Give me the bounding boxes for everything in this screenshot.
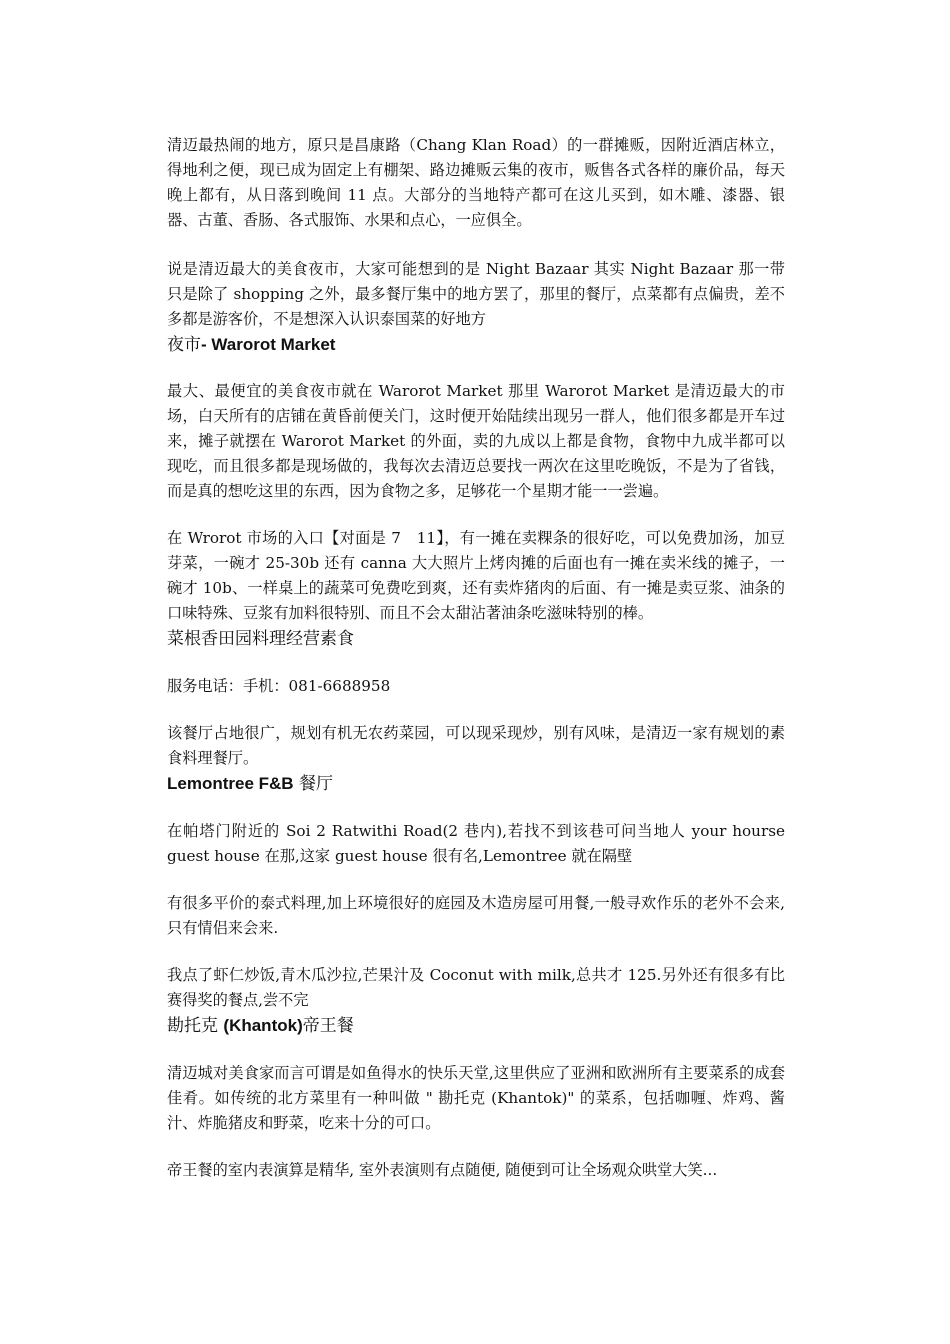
heading-warorot-market bbox=[167, 332, 785, 358]
heading-bold: (Khantok) bbox=[223, 1016, 303, 1035]
heading-lemontree bbox=[167, 771, 785, 797]
heading-prefix: 勘托克 bbox=[167, 1016, 224, 1036]
paragraph-lemontree-location: 在帕塔门附近的 Soi 2 Ratwithi Road(2 巷内),若找不到该巷可问当地人 your hourse guest house 在那,这家 guest house 很有名,Lemontree 就在隔壁 bbox=[167, 822, 785, 865]
paragraph-lemontree-order: 我点了虾仁炒饭,青木瓜沙拉,芒果汁及 Coconut with milk,总共才 125.另外还有很多有比赛得奖的餐点,尝不完 bbox=[167, 966, 785, 1009]
paragraph-night-market-intro: 清迈最热闹的地方，原只是昌康路（Chang Klan Road）的一群摊贩，因附近酒店林立，得地利之便，现已成为固定上有棚架、路边摊贩云集的夜市，贩售各式各样的廉价品，每天晚上都有，从日落到晚间 11 点。大部分的当地特产都可在这儿买到，如木雕、漆器、银器、古董、香肠、各式服饰、水果和点心，一应俱全。 bbox=[167, 136, 785, 229]
heading-khantok bbox=[167, 1013, 785, 1039]
document-body bbox=[167, 133, 785, 1183]
heading-bold: - Warorot Market bbox=[201, 335, 336, 354]
heading-suffix: 帝王餐 bbox=[302, 1016, 354, 1036]
paragraph-lemontree-food: 有很多平价的泰式料理,加上环境很好的庭园及木造房屋可用餐,一般寻欢作乐的老外不会来,只有情侣来会来. bbox=[167, 894, 785, 937]
heading-bold: Lemontree F&B bbox=[167, 774, 294, 793]
paragraph-khantok-show: 帝王餐的室内表演算是精华, 室外表演则有点随便, 随便到可让全场观众哄堂大笑... bbox=[167, 1161, 718, 1179]
paragraph-phone: 服务电话：手机：081-6688958 bbox=[167, 677, 391, 695]
paragraph-vegetarian-desc: 该餐厅占地很广，规划有机无农药菜园，可以现采现炒，别有风味，是清迈一家有规划的素食料理餐厅。 bbox=[167, 724, 785, 767]
heading-prefix: 夜市 bbox=[167, 335, 201, 355]
paragraph-khantok-desc: 清迈城对美食家而言可谓是如鱼得水的快乐天堂,这里供应了亚洲和欧洲所有主要菜系的成套佳肴。如传统的北方菜里有一种叫做 " 勘托克 (Khantok)" 的菜系，包括咖喱、炸鸡、酱汁、炸脆猪皮和野菜，吃来十分的可口。 bbox=[167, 1064, 785, 1132]
heading-vegetarian-restaurant: 菜根香田园料理经营素食 bbox=[167, 629, 354, 649]
heading-suffix: 餐厅 bbox=[293, 774, 333, 794]
paragraph-wrorot-entrance: 在 Wrorot 市场的入口【对面是 7 11】，有一摊在卖粿条的很好吃，可以免费加汤，加豆芽菜，一碗才 25-30b 还有 canna 大大照片上烤肉摊的后面也有一摊在卖米线的摊子，一碗才 10b、一样桌上的蔬菜可免费吃到爽，还有卖炸猪肉的后面、有一摊是卖豆浆、油条的口味特殊、豆浆有加料很特别、而且不会太甜沾著油条吃滋味特别的棒。 bbox=[167, 529, 785, 622]
paragraph-night-bazaar: 说是清迈最大的美食夜市，大家可能想到的是 Night Bazaar 其实 Night Bazaar 那一带只是除了 shopping 之外，最多餐厅集中的地方罢了，那里的餐厅，点菜都有点偏贵，差不多都是游客价，不是想深入认识泰国菜的好地方 bbox=[167, 260, 785, 328]
paragraph-warorot-desc: 最大、最便宜的美食夜市就在 Warorot Market 那里 Warorot Market 是清迈最大的市场，白天所有的店铺在黄昏前便关门，这时便开始陆续出现另一群人，他们很多都是开车过来，摊子就摆在 Warorot Market 的外面，卖的九成以上都是食物，食物中九成半都可以现吃，而且很多都是现场做的，我每次去清迈总要找一两次在这里吃晚饭，不是为了省钱，而是真的想吃这里的东西，因为食物之多，足够花一个星期才能一一尝遍。 bbox=[167, 382, 785, 500]
